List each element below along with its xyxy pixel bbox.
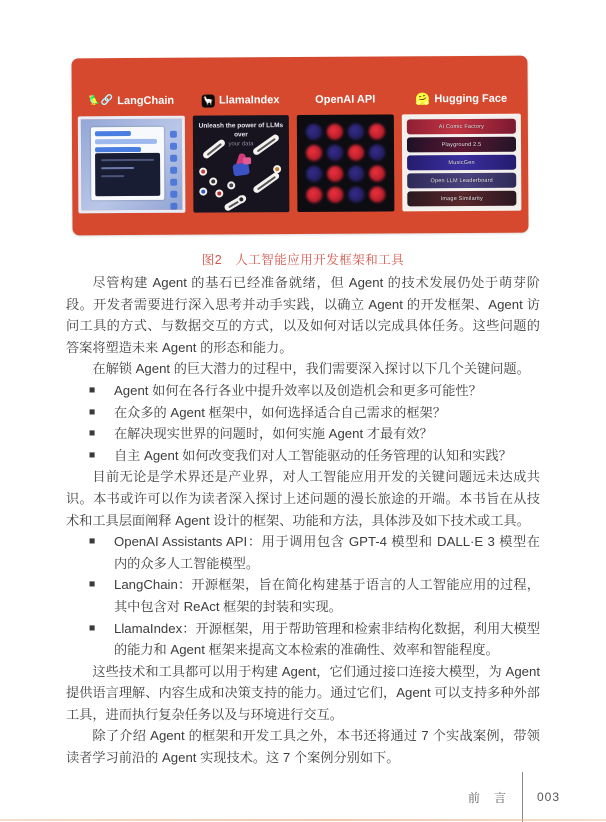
- footer-section-title: 前言: [467, 790, 520, 805]
- question-item: ■ 自主 Agent 如何改变我们对人工智能驱动的任务管理的认知和实践？: [66, 445, 540, 467]
- langchain-app-window: [91, 127, 164, 200]
- openai-label: OpenAI API: [315, 93, 376, 106]
- huggingface-label: Hugging Face: [434, 92, 508, 106]
- tool-item: ■ OpenAI Assistants API：用于调用包含 GPT-4 模型和 DALL·E 3 模型在内的众多人工智能模型。: [66, 531, 540, 574]
- footer-page-number: 003: [536, 790, 560, 804]
- question-item: ■ 在众多的 Agent 框架中，如何选择适合自己需求的框架？: [66, 402, 540, 424]
- langchain-header: [78, 92, 185, 111]
- huggingface-header: [402, 90, 521, 109]
- llamaindex-illustration: [193, 139, 289, 213]
- space-row: Image Similarity: [407, 191, 516, 207]
- llamaindex-tagline-2: your data: [228, 140, 254, 147]
- tool-list: [66, 531, 540, 661]
- paragraph: 尽管构建 Agent 的基石已经准备就绪，但 Agent 的技术发展仍处于萌芽阶段。开发者需要进行深入思考并动手实践，以确立 Agent 的开发框架、Agent 访问工具的方式、与数据交互的方式，以及如何对话以完成具体任务。这些问题的答案将塑造未来 Agent 的形态和能力。: [66, 275, 540, 355]
- figure-banner: [71, 56, 528, 236]
- framework-section-huggingface: [402, 90, 522, 234]
- ui-bar: [95, 147, 141, 152]
- langchain-logo-icon: 🦜🔗: [88, 95, 114, 107]
- question-item: ■ 在解决现实世界的问题时，如何实施 Agent 才最有效？: [66, 423, 540, 445]
- body-text: [66, 272, 540, 769]
- framework-section-llamaindex: [193, 91, 290, 235]
- question-item: ■ Agent 如何在各行各业中提升效率以及创造机会和更多可能性？: [66, 380, 540, 402]
- framework-section-langchain: [78, 92, 186, 236]
- figure-caption: 图2 人工智能应用开发框架和工具: [201, 253, 405, 267]
- paragraph: 在解锁 Agent 的巨大潜力的过程中，我们需要深入探讨以下几个关键问题。: [92, 361, 530, 377]
- space-row: AI Comic Factory: [407, 119, 516, 135]
- langchain-screenshot: [78, 116, 186, 214]
- footer-divider: [522, 772, 523, 822]
- tool-item: ■ LangChain：开源框架，旨在简化构建基于语言的人工智能应用的过程，其中包含对 ReAct 框架的封装和实现。: [66, 574, 540, 617]
- huggingface-logo-icon: 🤗: [415, 92, 431, 107]
- llama-figure: [231, 153, 253, 179]
- huggingface-spaces-panel: [402, 114, 522, 212]
- openai-header: [297, 90, 394, 109]
- paragraph: 目前无论是学术界还是产业界，对人工智能应用开发的关键问题远未达成共识。本书或许可以作为读者深入探讨上述问题的漫长旅途的开端。本书旨在从技术和工具层面阐释 Agent 设计的框架、功能和方法，具体涉及如下技术或工具。: [66, 469, 540, 528]
- space-row: Playground 2.5: [407, 137, 516, 153]
- openai-artwork: [297, 114, 395, 212]
- space-row: Open LLM Leaderboard: [407, 173, 516, 189]
- scan-edge-line: [0, 819, 606, 821]
- code-block: [95, 153, 160, 196]
- llamaindex-logo-icon: 🦙: [202, 94, 215, 107]
- framework-section-openai: [297, 90, 395, 234]
- llamaindex-label: LlamaIndex: [218, 94, 280, 107]
- tool-item: ■ LlamaIndex：开源框架，用于帮助管理和检索非结构化数据，利用大模型的能力和 Agent 框架来提高文本检索的准确性、效率和智能程度。: [66, 618, 540, 661]
- question-list: [66, 380, 540, 466]
- ui-bar: [95, 131, 131, 136]
- paragraph: 这些技术和工具都可以用于构建 Agent，它们通过接口连接大模型，为 Agent 提供语言理解、内容生成和决策支持的能力。通过它们，Agent 可以支持多种外部工具，进而执行复杂任务以及与环境进行交互。: [66, 663, 540, 722]
- page-footer: [468, 772, 560, 822]
- paragraph: 除了介绍 Agent 的框架和开发工具之外，本书还将通过 7 个实战案例，带领读者学习前沿的 Agent 实现技术。这 7 个案例分别如下。: [66, 728, 540, 766]
- icon-strip: [170, 131, 177, 210]
- ui-bar: [95, 139, 157, 144]
- llamaindex-tagline: Unleash the power of LLMs over: [198, 122, 284, 139]
- llamaindex-card: [193, 115, 290, 213]
- space-row: MusicGen: [407, 155, 516, 171]
- llamaindex-header: [193, 91, 289, 110]
- langchain-label: LangChain: [117, 94, 175, 108]
